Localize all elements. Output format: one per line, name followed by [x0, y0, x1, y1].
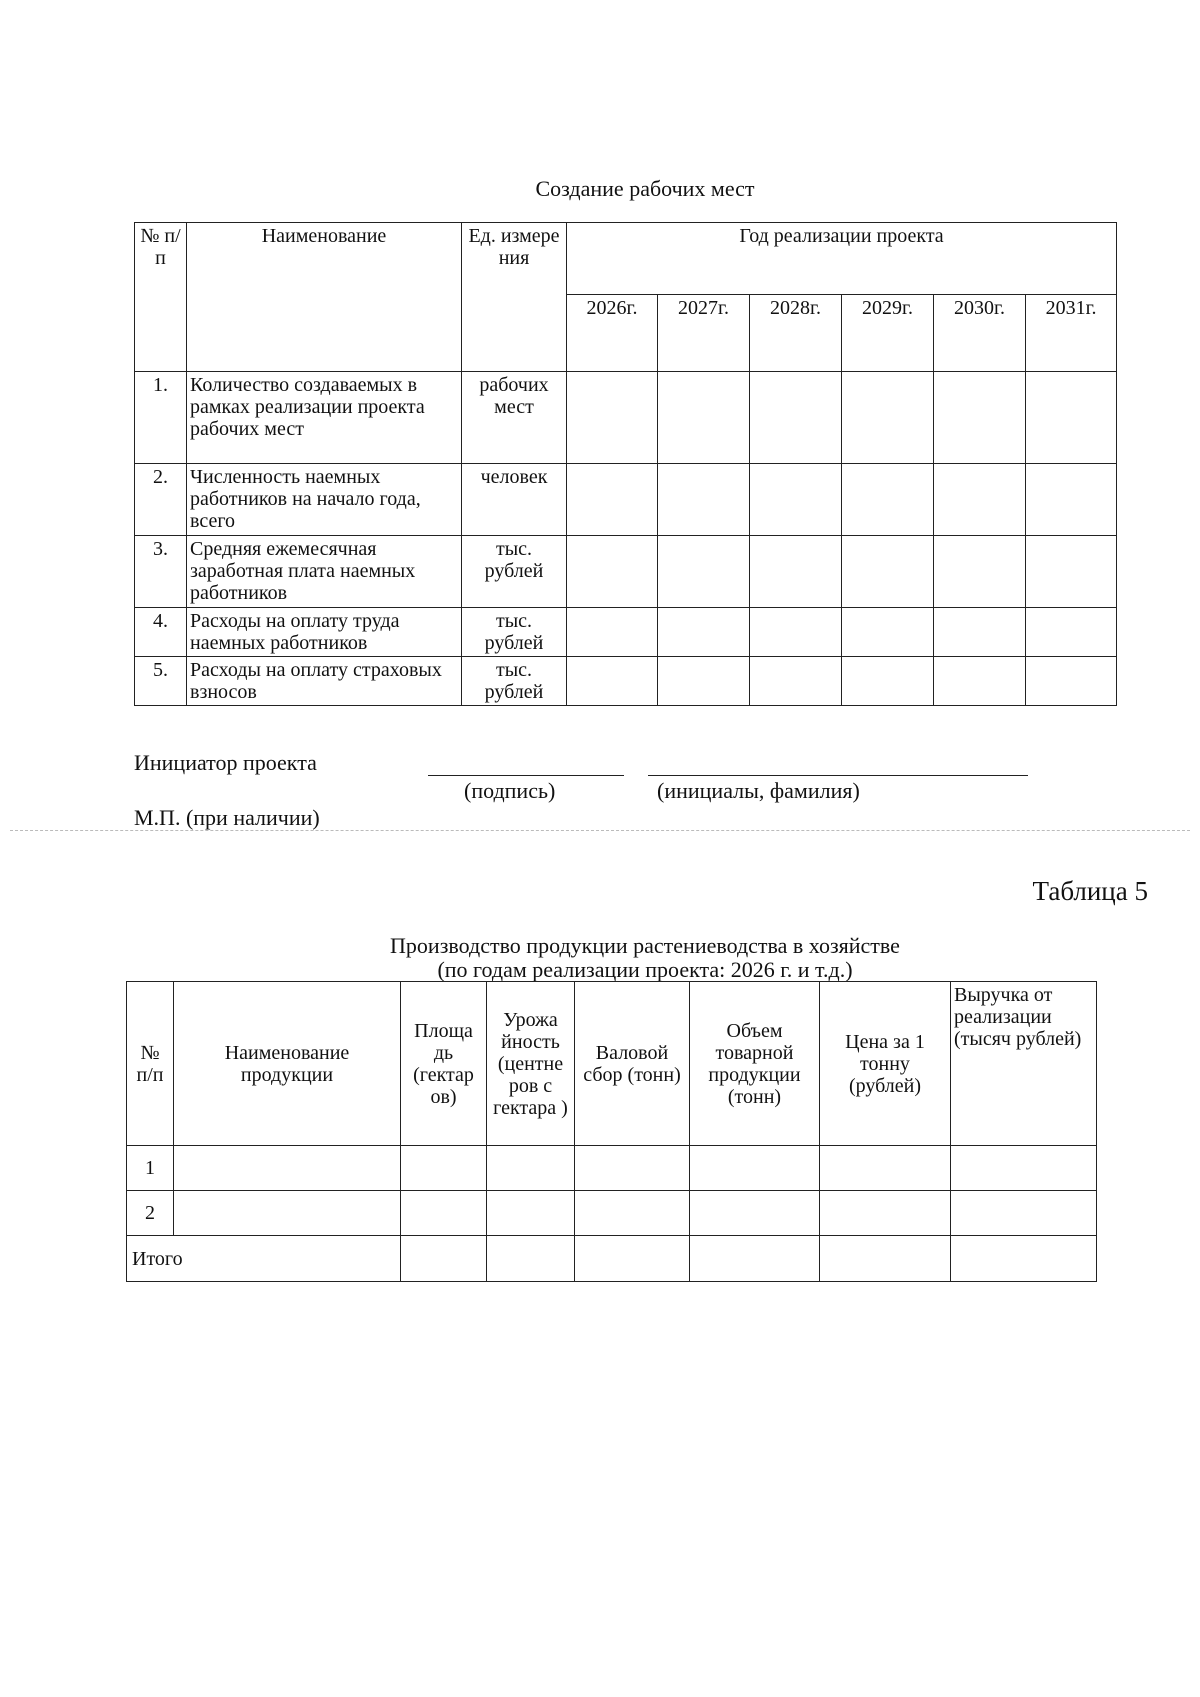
- year-header: 2031г.: [1026, 295, 1117, 372]
- value-cell: [487, 1191, 575, 1236]
- row-unit: тыс. рублей: [462, 657, 567, 706]
- value-cell: [690, 1191, 820, 1236]
- value-cell: [951, 1146, 1097, 1191]
- value-cell: [842, 464, 934, 536]
- value-cell: [575, 1191, 690, 1236]
- value-cell: [951, 1191, 1097, 1236]
- col-header-num: № п/п: [135, 223, 187, 372]
- col-header-revenue: Выручка от реализации (тысяч рублей): [951, 982, 1097, 1146]
- value-cell: [174, 1146, 401, 1191]
- row-unit: тыс. рублей: [462, 608, 567, 657]
- table-row: [127, 1146, 1097, 1191]
- col-header-name: Наименование: [187, 223, 462, 372]
- value-cell: [567, 657, 658, 706]
- year-header: 2028г.: [750, 295, 842, 372]
- value-cell: [750, 372, 842, 464]
- value-cell: [658, 464, 750, 536]
- value-cell: [174, 1191, 401, 1236]
- row-num: 5.: [135, 657, 187, 706]
- value-cell: [658, 657, 750, 706]
- row-num: 1: [127, 1146, 174, 1191]
- total-label: Итого: [127, 1236, 401, 1282]
- value-cell: [842, 608, 934, 657]
- value-cell: [750, 536, 842, 608]
- col-header-yield: Урожа йность (центне ров с гектара ): [487, 982, 575, 1146]
- value-cell: [1026, 464, 1117, 536]
- row-name: Количество создаваемых в рамках реализации проекта рабочих мест: [187, 372, 462, 464]
- value-cell: [658, 608, 750, 657]
- value-cell: [934, 536, 1026, 608]
- value-cell: [1026, 657, 1117, 706]
- signature-caption: (подпись): [464, 778, 556, 803]
- value-cell: [842, 536, 934, 608]
- value-cell: [750, 464, 842, 536]
- table-row: [135, 464, 1117, 536]
- value-cell: [934, 608, 1026, 657]
- row-num: 1.: [135, 372, 187, 464]
- row-unit: тыс. рублей: [462, 536, 567, 608]
- value-cell: [934, 464, 1026, 536]
- row-num: 2: [127, 1191, 174, 1236]
- crop-production-table: [126, 981, 1097, 1282]
- col-header-price: Цена за 1 тонну (рублей): [820, 982, 951, 1146]
- value-cell: [658, 536, 750, 608]
- col-header-num: № п/п: [127, 982, 174, 1146]
- value-cell: [487, 1236, 575, 1282]
- value-cell: [1026, 536, 1117, 608]
- initiator-label: Инициатор проекта: [134, 750, 317, 775]
- row-name: Расходы на оплату труда наемных работников: [187, 608, 462, 657]
- value-cell: [575, 1236, 690, 1282]
- table2-title-line2: (по годам реализации проекта: 2026 г. и т.д.): [437, 957, 853, 982]
- col-header-name: Наименование продукции: [174, 982, 401, 1146]
- row-unit: рабочих мест: [462, 372, 567, 464]
- table2-title-line1: Производство продукции растениеводства в хозяйстве: [390, 933, 900, 958]
- value-cell: [567, 372, 658, 464]
- value-cell: [820, 1191, 951, 1236]
- value-cell: [487, 1146, 575, 1191]
- year-header: 2026г.: [567, 295, 658, 372]
- row-unit: человек: [462, 464, 567, 536]
- table2-title: [0, 934, 1200, 982]
- name-line: [648, 775, 1028, 776]
- value-cell: [1026, 608, 1117, 657]
- table-row: [135, 372, 1117, 464]
- value-cell: [401, 1236, 487, 1282]
- page-break-divider: [10, 830, 1190, 831]
- row-name: Средняя ежемесячная заработная плата наемных работников: [187, 536, 462, 608]
- value-cell: [820, 1236, 951, 1282]
- stamp-label: М.П. (при наличии): [134, 805, 320, 830]
- row-num: 3.: [135, 536, 187, 608]
- value-cell: [1026, 372, 1117, 464]
- value-cell: [690, 1236, 820, 1282]
- table-row: [135, 608, 1117, 657]
- jobs-table: [134, 222, 1117, 706]
- value-cell: [750, 657, 842, 706]
- row-name: Расходы на оплату страховых взносов: [187, 657, 462, 706]
- value-cell: [575, 1146, 690, 1191]
- value-cell: [842, 657, 934, 706]
- value-cell: [658, 372, 750, 464]
- signature-line: [428, 775, 624, 776]
- value-cell: [690, 1146, 820, 1191]
- value-cell: [401, 1191, 487, 1236]
- table-number-label: Таблица 5: [1032, 876, 1148, 906]
- value-cell: [951, 1236, 1097, 1282]
- row-name: Численность наемных работников на начало года, всего: [187, 464, 462, 536]
- value-cell: [567, 464, 658, 536]
- value-cell: [567, 608, 658, 657]
- value-cell: [934, 657, 1026, 706]
- table-total-row: [127, 1236, 1097, 1282]
- col-header-period: Год реализации проекта: [567, 223, 1117, 295]
- value-cell: [934, 372, 1026, 464]
- value-cell: [567, 536, 658, 608]
- year-header: 2030г.: [934, 295, 1026, 372]
- table-row: [127, 1191, 1097, 1236]
- year-header: 2029г.: [842, 295, 934, 372]
- row-num: 4.: [135, 608, 187, 657]
- name-caption: (инициалы, фамилия): [657, 778, 860, 803]
- value-cell: [820, 1146, 951, 1191]
- table-row: [135, 536, 1117, 608]
- col-header-gross: Валовой сбор (тонн): [575, 982, 690, 1146]
- value-cell: [750, 608, 842, 657]
- col-header-volume: Объем товарной продукции (тонн): [690, 982, 820, 1146]
- col-header-unit: Ед. измере ния: [462, 223, 567, 372]
- value-cell: [842, 372, 934, 464]
- row-num: 2.: [135, 464, 187, 536]
- table1-title: Создание рабочих мест: [535, 176, 755, 201]
- year-header: 2027г.: [658, 295, 750, 372]
- col-header-area: Площа дь (гектар ов): [401, 982, 487, 1146]
- value-cell: [401, 1146, 487, 1191]
- table-row: [135, 657, 1117, 706]
